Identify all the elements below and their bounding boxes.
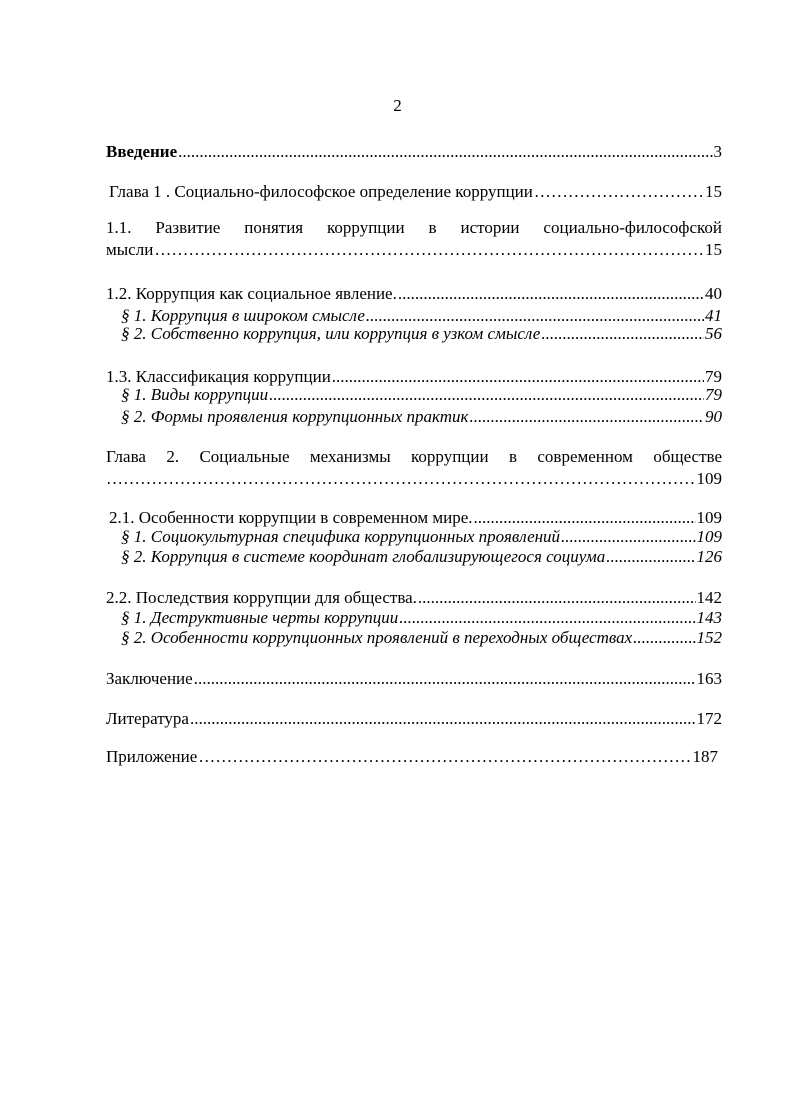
toc-entry-appendix [106, 746, 718, 768]
toc-title: мысли [106, 240, 154, 259]
toc-page: 187 [692, 747, 718, 766]
toc-leader [194, 668, 696, 690]
page-number: 2 [393, 96, 402, 115]
toc-entry-section-2-2-paragraph-2 [121, 627, 722, 649]
toc-title: § 2. Собственно коррупция, или коррупция в узком смысле [121, 324, 541, 343]
toc-entry-intro [106, 141, 722, 163]
toc-entry-section-1-3-paragraph-1 [121, 384, 722, 406]
toc-page: 142 [696, 588, 722, 607]
toc-page: 40 [705, 284, 722, 303]
toc-entry-section-2-2-paragraph-1 [121, 607, 722, 629]
toc-leader [541, 323, 704, 345]
toc-title-line: Глава 2. Социальные механизмы коррупции в современном обществе [106, 447, 722, 466]
toc-leader [398, 283, 704, 305]
toc-title: § 1. Коррупция в широком смысле [121, 306, 365, 325]
toc-entry-section-2-1-paragraph-2 [121, 546, 722, 568]
toc-page: 15 [705, 240, 722, 259]
toc-title: Литература [106, 709, 189, 728]
toc-leader [418, 587, 696, 609]
toc-entry-section-1-2-paragraph-2 [121, 323, 722, 345]
toc-title: § 1. Социокультурная специфика коррупционных проявлений [121, 527, 561, 546]
toc-leader [469, 406, 704, 428]
toc-entry-literature [106, 708, 722, 730]
toc-entry-section-1-2 [106, 283, 722, 305]
toc-leader [154, 239, 704, 261]
toc-entry-section-1-3-paragraph-2 [121, 406, 722, 428]
toc-page: 109 [696, 527, 722, 546]
toc-leader [561, 526, 695, 548]
toc-title-line: 1.1. Развитие понятия коррупции в истории социально-философской [106, 218, 722, 237]
toc-page: 109 [696, 508, 722, 527]
toc-leader [178, 141, 712, 163]
toc-page: 15 [705, 182, 722, 201]
toc-page: 152 [696, 628, 722, 647]
toc-page: 109 [696, 469, 722, 488]
toc-leader [399, 607, 695, 629]
toc-page: 126 [696, 547, 722, 566]
toc-page: 163 [696, 669, 722, 688]
toc-entry-section-1-1 [106, 239, 722, 261]
toc-entry-chapter-1 [109, 181, 722, 203]
toc-page: 56 [705, 324, 722, 343]
toc-page: 172 [696, 709, 722, 728]
toc-title: Заключение [106, 669, 193, 688]
toc-leader [534, 181, 704, 203]
toc-title: Глава 1 . Социально-философское определение коррупции [109, 182, 533, 201]
toc-title: § 2. Особенности коррупционных проявлений в переходных обществах [121, 628, 633, 647]
toc-page: 143 [696, 608, 722, 627]
toc-leader [269, 384, 704, 406]
toc-leader [190, 708, 696, 730]
toc-leader [198, 746, 691, 768]
toc-page: 3 [713, 142, 722, 161]
toc-title: 1.3. Классификация коррупции [106, 367, 331, 386]
toc-leader [106, 468, 696, 490]
toc-page: 79 [705, 385, 722, 404]
toc-page: 90 [705, 407, 722, 426]
toc-page: 79 [705, 367, 722, 386]
toc-title: Приложение [106, 747, 198, 766]
toc-entry-conclusion [106, 668, 722, 690]
toc-title: Введение [106, 142, 178, 161]
toc-title: § 2. Коррупция в системе координат глобализирующегося социума [121, 547, 606, 566]
toc-entry-section-2-1-paragraph-1 [121, 526, 722, 548]
toc-page: 41 [705, 306, 722, 325]
toc-leader [606, 546, 695, 568]
toc-title: § 1. Деструктивные черты коррупции [121, 608, 399, 627]
toc-title: 1.2. Коррупция как социальное явление. [106, 284, 397, 303]
toc-title: § 2. Формы проявления коррупционных практик [121, 407, 469, 426]
toc-entry-section-2-2 [106, 587, 722, 609]
toc-leader [633, 627, 695, 649]
toc-title: 2.2. Последствия коррупции для общества. [106, 588, 417, 607]
toc-title: § 1. Виды коррупции [121, 385, 269, 404]
toc-title: 2.1. Особенности коррупции в современном мире. [109, 508, 473, 527]
toc-entry-chapter-2 [106, 468, 722, 490]
